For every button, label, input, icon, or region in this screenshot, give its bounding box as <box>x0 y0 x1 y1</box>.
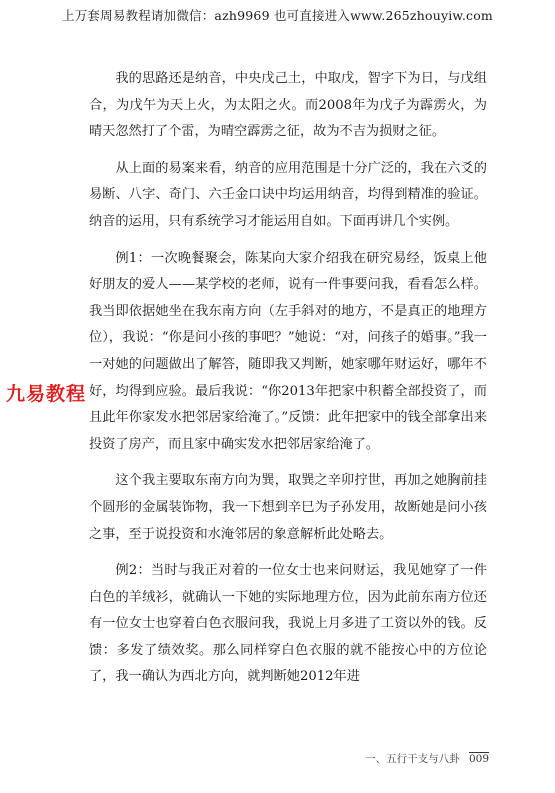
paragraph-nayin-reasoning: 我的思路还是纳音，中央戊己土，中取戊，智字下为日，与戊组合，为戊午为天上火，为太阳之火。而2008年为戊子为霹雳火，为晴天忽然打了个雷，为晴空霹雳之征，故为不吉为损财之征。 <box>89 71 487 140</box>
page-body <box>89 66 487 701</box>
watermark-logo: 九易教程 <box>6 383 87 405</box>
page-number: 009 <box>468 753 489 765</box>
paragraph-example-1-analysis: 这个我主要取东南方向为巽，取巽之辛卯拧世，再加之她胸前挂个圆形的金属装饰物，我一下想到辛巳为子孙发用，故断她是问小孩之事，至于说投资和水淹邻居的象意解析此处略去。 <box>89 473 487 542</box>
page-footer <box>365 751 489 766</box>
chapter-label: 一、五行干支与八卦 <box>365 753 460 765</box>
header-banner: 上万套周易教程请加微信：azh9969 也可直接进入www.265zhouyiw.com <box>62 8 493 23</box>
paragraph-example-1: 例1：一次晚餐聚会，陈某向大家介绍我在研究易经，饭桌上他好朋友的爱人——某学校的老师，说有一件事要问我，看看怎么样。我当即依据她坐在我东南方向（左手斜对的地方，不是真正的地理方位），我说：“你是问小孩的事吧？”她说：“对，问孩子的婚事。”我一一对她的问题做出了解答，随即我又判断，她家哪年财运好，哪年不好，均得到应验。最后我说：“你2013年把家中积蓄全部投资了，而且此年你家发水把邻居家给淹了。”反馈：此年把家中的钱全部拿出来投资了房产，而且家中确实发水把邻居家给淹了。 <box>89 250 487 452</box>
paragraph-nayin-scope: 从上面的易案来看，纳音的应用范围是十分广泛的，我在六爻的易断、八字、奇门、六壬金口诀中均运用纳音，均得到精准的验证。纳音的运用，只有系统学习才能运用自如。下面再讲几个实例。 <box>89 160 487 229</box>
paragraph-example-2: 例2：当时与我正对着的一位女士也来问财运，我见她穿了一件白色的羊绒衫，就确认一下她的实际地理方位，因为此前东南方位还有一位女士也穿着白色衣服问我，我说上月多进了工资以外的钱。反馈：多发了绩效奖。那么同样穿白色衣服的就不能按心中的方位论了，我一确认为西北方向，就判断她2012年进 <box>89 563 487 685</box>
